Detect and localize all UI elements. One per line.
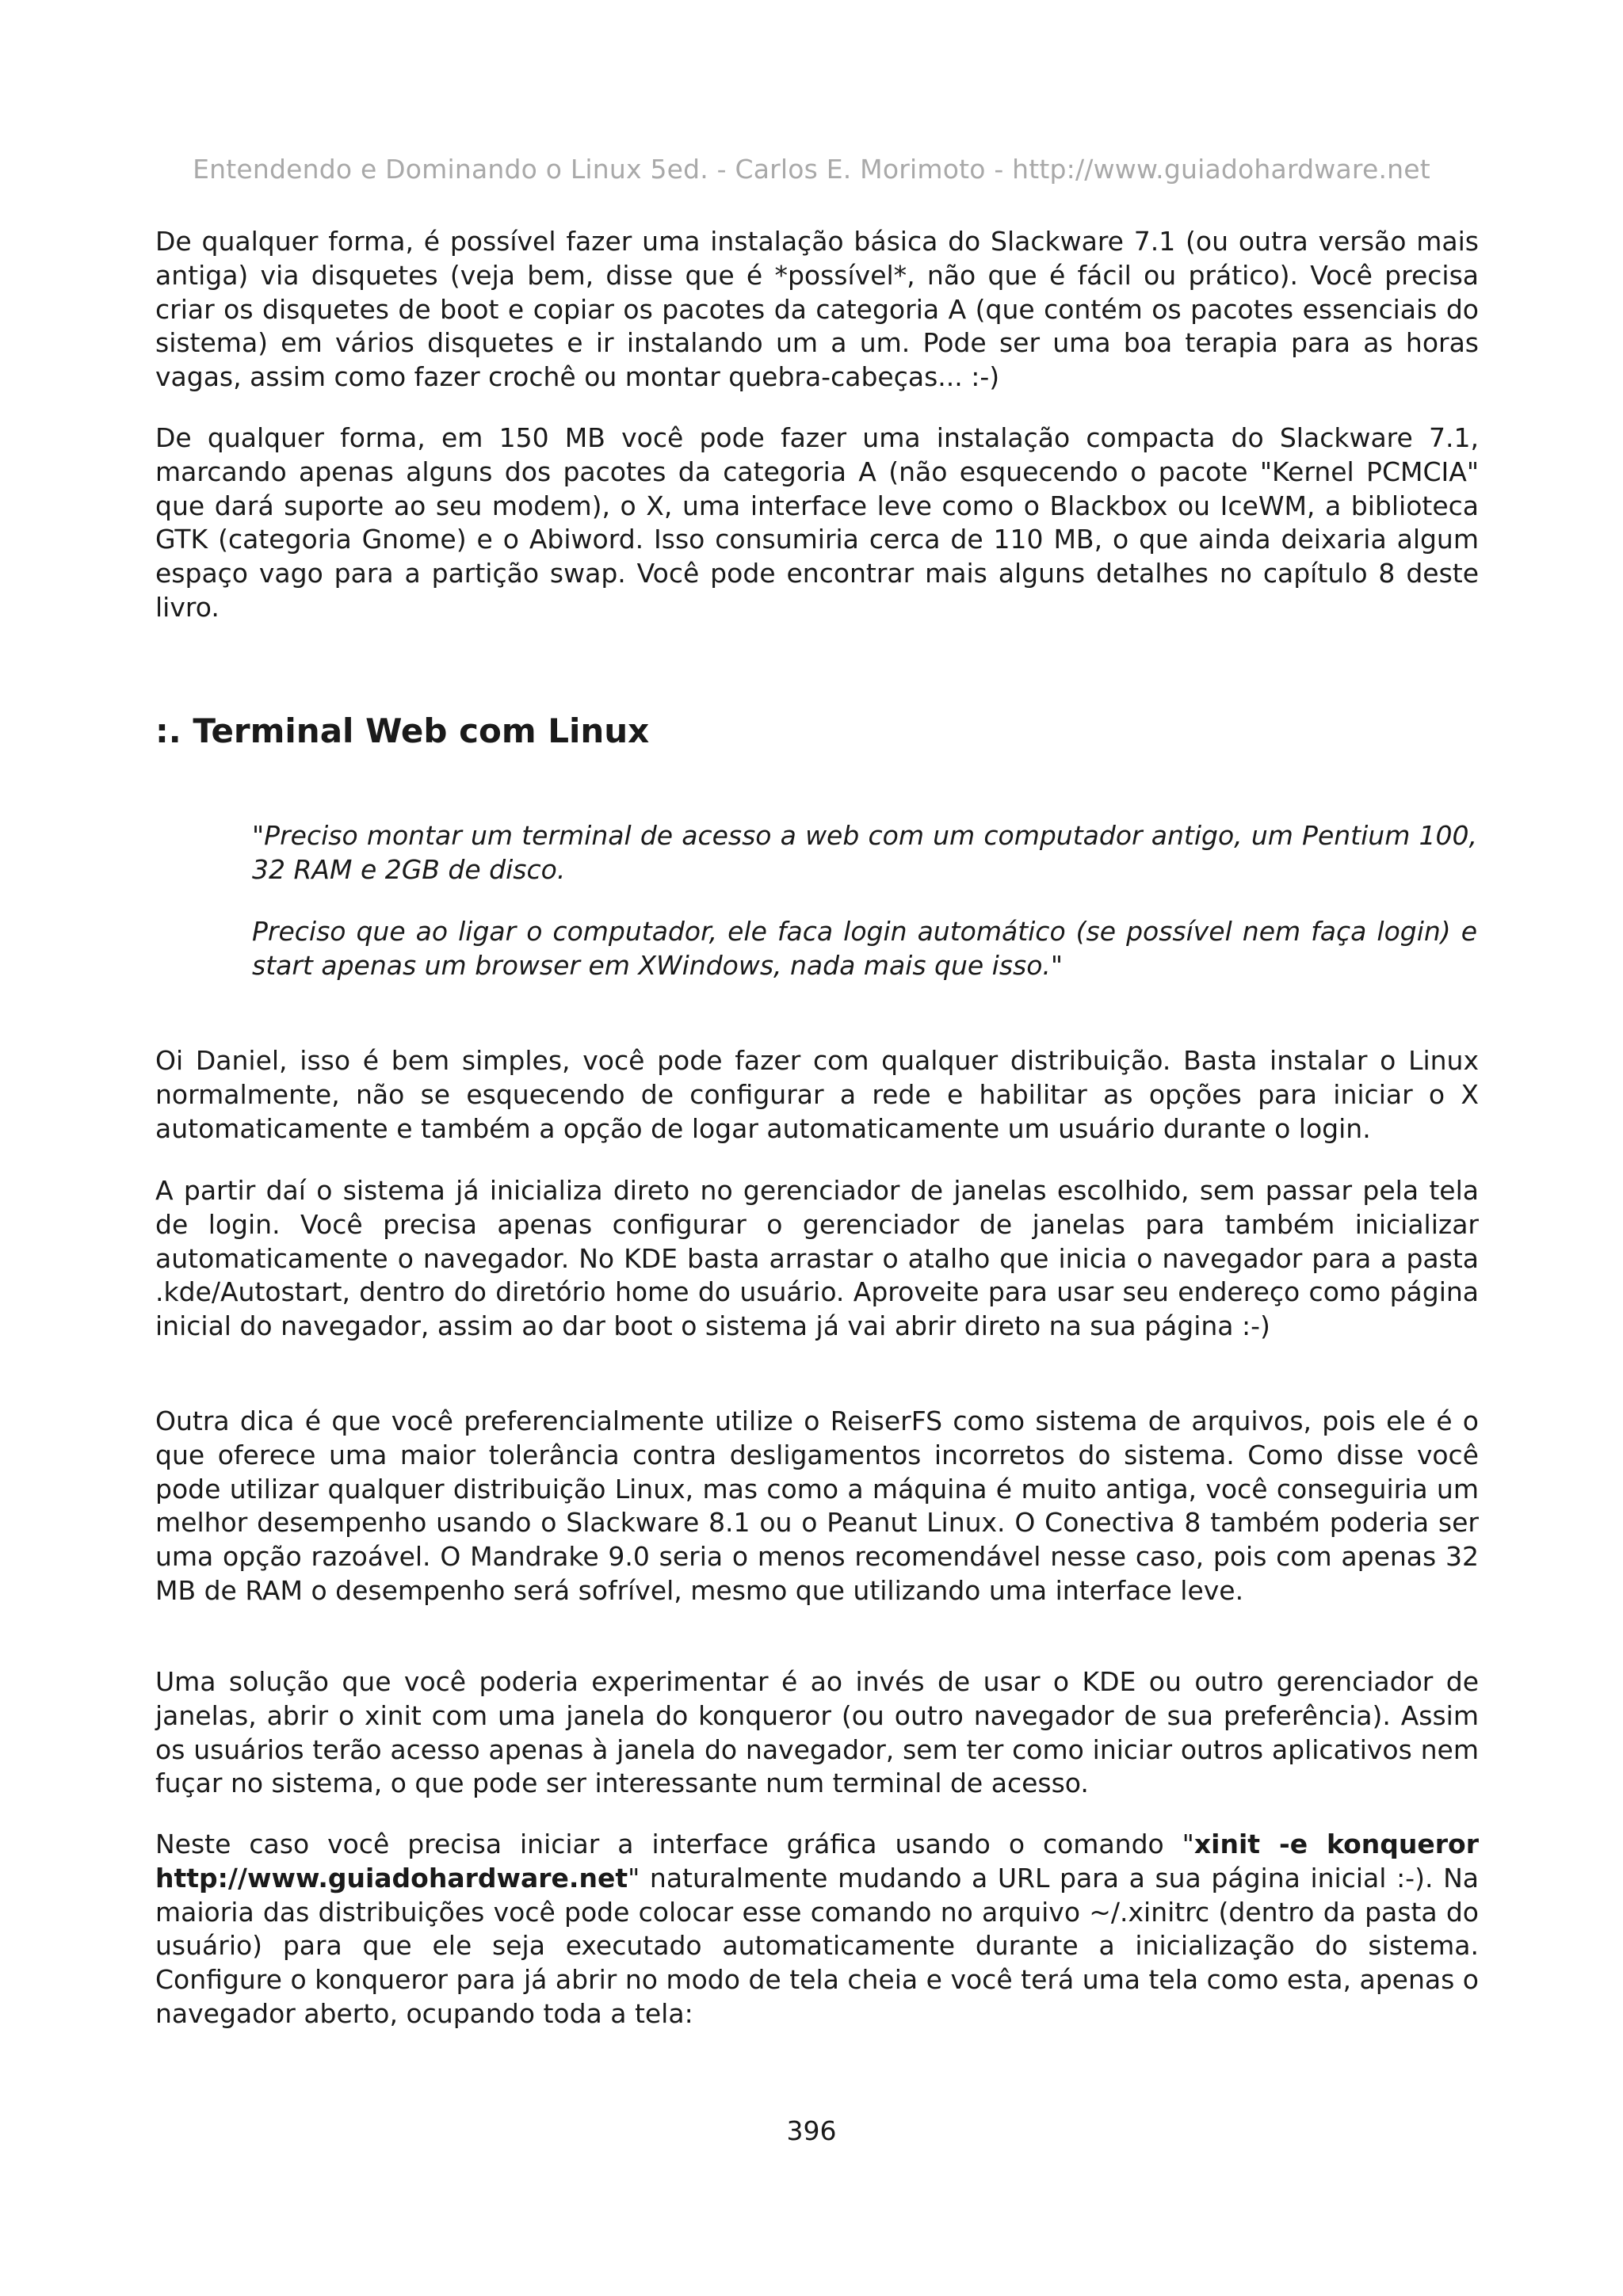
command-followup-text: " naturalmente mudando a URL para a sua página inicial :-). Na maioria das distribuições você pode colocar esse comando no arquivo ~/.xinitrc (dentro da pasta do usuário) para que ele seja executado automaticamente durante a inicialização do sistema. Configure o konqueror para já abrir no modo de tela cheia e você terá uma tela como esta, apenas o navegador aberto, ocupando toda a tela: bbox=[155, 1862, 1479, 2029]
paragraph-compact-install: De qualquer forma, em 150 MB você pode fazer uma instalação compacta do Slackware 7.1, marcando apenas alguns dos pacotes da categoria A (não esquecendo o pacote "Kernel PCMCIA" que dará suporte ao seu modem), o X, uma interface leve como o Blackbox ou IceWM, a biblioteca GTK (categoria Gnome) e o Abiword. Isso consumiria cerca de 110 MB, o que ainda deixaria algum espaço vago para a partição swap. Você pode encontrar mais alguns detalhes no capítulo 8 deste livro. bbox=[155, 422, 1479, 623]
paragraph-reiserfs: Outra dica é que você preferencialmente utilize o ReiserFS como sistema de arquivos, pois ele é o que oferece uma maior tolerância contra desligamentos incorretos do sistema. Como disse você pode utilizar qualquer distribuição Linux, mas como a máquina é muito antiga, você conseguiria um melhor desempenho usando o Slackware 8.1 ou o Peanut Linux. O Conectiva 8 também poderia ser uma opção razoável. O Mandrake 9.0 seria o menos recomendável nesse caso, pois com apenas 32 MB de RAM o desempenho será sofrível, mesmo que utilizando uma interface leve. bbox=[155, 1405, 1479, 1606]
paragraph-xinit-suggestion: Uma solução que você poderia experimentar é ao invés de usar o KDE ou outro gerenciador de janelas, abrir o xinit com uma janela do konqueror (ou outro navegador de sua preferência). Assim os usuários terão acesso apenas à janela do navegador, sem ter como iniciar outros aplicativos nem fuçar no sistema, o que pode ser interessante num terminal de acesso. bbox=[155, 1666, 1479, 1799]
command-intro-text: Neste caso você precisa iniciar a interface gráfica usando o comando " bbox=[155, 1829, 1194, 1859]
paragraph-autostart: A partir daí o sistema já inicializa direto no gerenciador de janelas escolhido, sem passar pela tela de login. Você precisa apenas configurar o gerenciador de janelas para também inicializar automaticamente o navegador. No KDE basta arrastar o atalho que inicia o navegador para a pasta .kde/Autostart, dentro do diretório home do usuário. Aproveite para usar seu endereço como página inicial do navegador, assim ao dar boot o sistema já vai abrir direto na sua página :-) bbox=[155, 1175, 1479, 1342]
section-title: :. Terminal Web com Linux bbox=[155, 711, 650, 750]
quote-question-part1: "Preciso montar um terminal de acesso a web com um computador antigo, um Pentium 100, 32 RAM e 2GB de disco. bbox=[252, 820, 1477, 885]
paragraph-floppy-install: De qualquer forma, é possível fazer uma instalação básica do Slackware 7.1 (ou outra versão mais antiga) via disquetes (veja bem, disse que é *possível*, não que é fácil ou prático). Você precisa criar os disquetes de boot e copiar os pacotes da categoria A (que contém os pacotes essenciais do sistema) em vários disquetes e ir instalando um a um. Pode ser uma boa terapia para as horas vagas, assim como fazer crochê ou montar quebra-cabeças... :-) bbox=[155, 226, 1479, 393]
page-number: 396 bbox=[786, 2115, 837, 2146]
running-header: Entendendo e Dominando o Linux 5ed. - Carlos E. Morimoto - http://www.guiadohardware.net bbox=[193, 154, 1430, 185]
paragraph-answer-intro: Oi Daniel, isso é bem simples, você pode fazer com qualquer distribuição. Basta instalar o Linux normalmente, não se esquecendo de configurar a rede e habilitar as opções para iniciar o X automaticamente e também a opção de logar automaticamente um usuário durante o login. bbox=[155, 1045, 1479, 1144]
paragraph-xinit-command bbox=[155, 1828, 1479, 2031]
quote-question-part2: Preciso que ao ligar o computador, ele faca login automático (se possível nem faça login) e start apenas um browser em XWindows, nada mais que isso." bbox=[252, 916, 1477, 981]
xinit-command: xinit -e konqueror http://www.guiadohardware.net bbox=[155, 1829, 1479, 1894]
